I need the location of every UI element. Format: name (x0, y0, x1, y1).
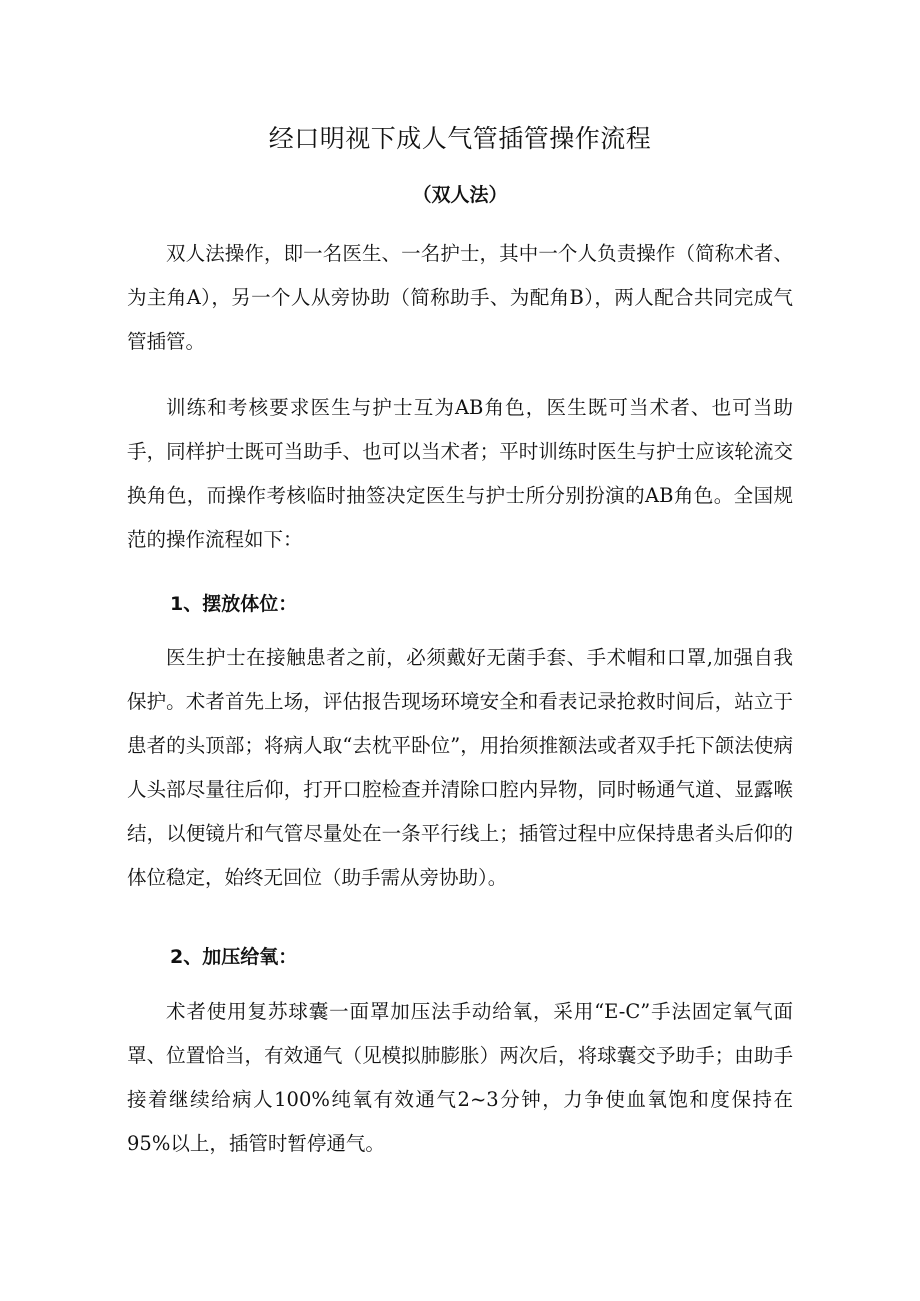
document-subtitle: （双人法） (412, 184, 508, 206)
section-body-positioning: 医生护士在接触患者之前，必须戴好无菌手套、手术帽和口罩,加强自我保护。术者首先上场，评估报告现场环境安全和看表记录抢救时间后，站立于患者的头顶部；将病人取“去枕平卧位”，用抬须推额法或者双手托下颌法使病人头部尽量往后仰，打开口腔检查并清除口腔内异物，同时畅通气道、显露喉结，以便镜片和气管尽量处在一条平行线上；插管过程中应保持患者头后仰的体位稳定，始终无回位（助手需从旁协助）。 (127, 646, 793, 889)
section-body-oxygenation: 术者使用复苏球囊一面罩加压法手动给氧，采用“E-C”手法固定氧气面罩、位置恰当，有效通气（见模拟肺膨胀）两次后，将球囊交予助手；由助手接着继续给病人100%纯氧有效通气2~3分钟，力争使血氧饱和度保持在95%以上，插管时暂停通气。 (127, 1000, 793, 1155)
document-title: 经口明视下成人气管插管操作流程 (268, 124, 652, 153)
training-paragraph: 训练和考核要求医生与护士互为AB角色，医生既可当术者、也可当助手，同样护士既可当助手、也可以当术者；平时训练时医生与护士应该轮流交换角色，而操作考核临时抽签决定医生与护士所分别扮演的AB角色。全国规范的操作流程如下： (127, 396, 793, 551)
section-heading-positioning: 1、摆放体位： (170, 593, 298, 615)
intro-paragraph: 双人法操作，即一名医生、一名护士，其中一个人负责操作（简称术者、为主角A），另一个人从旁协助（简称助手、为配角B），两人配合共同完成气管插管。 (127, 242, 793, 353)
section-heading-oxygenation: 2、加压给氧： (170, 946, 298, 968)
